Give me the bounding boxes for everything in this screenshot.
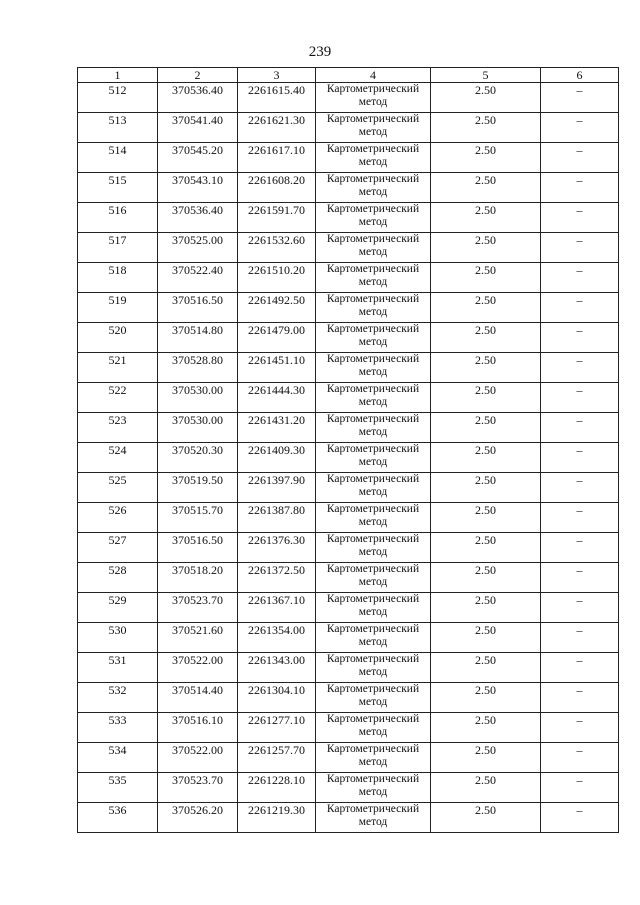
x-coordinate-cell: 370530.00 (158, 413, 238, 443)
note-cell: – (541, 83, 619, 113)
accuracy-cell: 2.50 (431, 443, 541, 473)
table-row (78, 353, 619, 383)
table-row (78, 533, 619, 563)
y-coordinate-cell: 2261367.10 (238, 593, 316, 623)
y-coordinate-cell: 2261409.30 (238, 443, 316, 473)
table-row (78, 413, 619, 443)
point-number-cell: 531 (78, 653, 158, 683)
x-coordinate-cell: 370541.40 (158, 113, 238, 143)
method-cell: Картометрический метод (316, 443, 431, 473)
header-col-6: 6 (541, 68, 619, 83)
method-cell: Картометрический метод (316, 563, 431, 593)
table-row (78, 743, 619, 773)
table-row (78, 263, 619, 293)
table-row (78, 173, 619, 203)
point-number-cell: 521 (78, 353, 158, 383)
point-number-cell: 527 (78, 533, 158, 563)
point-number-cell: 535 (78, 773, 158, 803)
x-coordinate-cell: 370516.10 (158, 713, 238, 743)
header-col-1: 1 (78, 68, 158, 83)
note-cell: – (541, 473, 619, 503)
accuracy-cell: 2.50 (431, 263, 541, 293)
method-cell: Картометрический метод (316, 323, 431, 353)
point-number-cell: 536 (78, 803, 158, 833)
note-cell: – (541, 743, 619, 773)
header-col-3: 3 (238, 68, 316, 83)
y-coordinate-cell: 2261444.30 (238, 383, 316, 413)
y-coordinate-cell: 2261621.30 (238, 113, 316, 143)
point-number-cell: 513 (78, 113, 158, 143)
x-coordinate-cell: 370521.60 (158, 623, 238, 653)
y-coordinate-cell: 2261387.80 (238, 503, 316, 533)
y-coordinate-cell: 2261492.50 (238, 293, 316, 323)
y-coordinate-cell: 2261608.20 (238, 173, 316, 203)
accuracy-cell: 2.50 (431, 233, 541, 263)
accuracy-cell: 2.50 (431, 653, 541, 683)
table-header-row (78, 68, 619, 83)
note-cell: – (541, 233, 619, 263)
table-row (78, 473, 619, 503)
table-row (78, 803, 619, 833)
note-cell: – (541, 263, 619, 293)
x-coordinate-cell: 370530.00 (158, 383, 238, 413)
method-cell: Картометрический метод (316, 83, 431, 113)
table-row (78, 593, 619, 623)
note-cell: – (541, 713, 619, 743)
note-cell: – (541, 413, 619, 443)
x-coordinate-cell: 370516.50 (158, 293, 238, 323)
method-cell: Картометрический метод (316, 113, 431, 143)
accuracy-cell: 2.50 (431, 173, 541, 203)
method-cell: Картометрический метод (316, 263, 431, 293)
point-number-cell: 524 (78, 443, 158, 473)
point-number-cell: 525 (78, 473, 158, 503)
table-row (78, 143, 619, 173)
accuracy-cell: 2.50 (431, 413, 541, 443)
point-number-cell: 514 (78, 143, 158, 173)
table-row (78, 203, 619, 233)
point-number-cell: 512 (78, 83, 158, 113)
coordinates-table (77, 67, 619, 833)
table-row (78, 503, 619, 533)
method-cell: Картометрический метод (316, 143, 431, 173)
y-coordinate-cell: 2261615.40 (238, 83, 316, 113)
accuracy-cell: 2.50 (431, 623, 541, 653)
page-number: 239 (308, 44, 332, 60)
note-cell: – (541, 143, 619, 173)
point-number-cell: 528 (78, 563, 158, 593)
y-coordinate-cell: 2261228.10 (238, 773, 316, 803)
point-number-cell: 530 (78, 623, 158, 653)
note-cell: – (541, 173, 619, 203)
note-cell: – (541, 593, 619, 623)
accuracy-cell: 2.50 (431, 713, 541, 743)
table-row (78, 683, 619, 713)
method-cell: Картометрический метод (316, 533, 431, 563)
y-coordinate-cell: 2261257.70 (238, 743, 316, 773)
header-col-4: 4 (316, 68, 431, 83)
method-cell: Картометрический метод (316, 743, 431, 773)
x-coordinate-cell: 370523.70 (158, 773, 238, 803)
x-coordinate-cell: 370526.20 (158, 803, 238, 833)
table-body (78, 83, 619, 833)
table-row (78, 323, 619, 353)
accuracy-cell: 2.50 (431, 143, 541, 173)
y-coordinate-cell: 2261372.50 (238, 563, 316, 593)
x-coordinate-cell: 370525.00 (158, 233, 238, 263)
note-cell: – (541, 773, 619, 803)
note-cell: – (541, 533, 619, 563)
x-coordinate-cell: 370522.40 (158, 263, 238, 293)
method-cell: Картометрический метод (316, 653, 431, 683)
y-coordinate-cell: 2261219.30 (238, 803, 316, 833)
y-coordinate-cell: 2261304.10 (238, 683, 316, 713)
accuracy-cell: 2.50 (431, 803, 541, 833)
point-number-cell: 532 (78, 683, 158, 713)
method-cell: Картометрический метод (316, 803, 431, 833)
table-row (78, 233, 619, 263)
table-row (78, 563, 619, 593)
accuracy-cell: 2.50 (431, 533, 541, 563)
method-cell: Картометрический метод (316, 683, 431, 713)
y-coordinate-cell: 2261479.00 (238, 323, 316, 353)
note-cell: – (541, 353, 619, 383)
note-cell: – (541, 443, 619, 473)
y-coordinate-cell: 2261343.00 (238, 653, 316, 683)
point-number-cell: 516 (78, 203, 158, 233)
accuracy-cell: 2.50 (431, 593, 541, 623)
note-cell: – (541, 803, 619, 833)
point-number-cell: 533 (78, 713, 158, 743)
accuracy-cell: 2.50 (431, 383, 541, 413)
method-cell: Картометрический метод (316, 233, 431, 263)
x-coordinate-cell: 370514.40 (158, 683, 238, 713)
table-row (78, 653, 619, 683)
x-coordinate-cell: 370514.80 (158, 323, 238, 353)
x-coordinate-cell: 370519.50 (158, 473, 238, 503)
method-cell: Картометрический метод (316, 503, 431, 533)
note-cell: – (541, 503, 619, 533)
accuracy-cell: 2.50 (431, 323, 541, 353)
accuracy-cell: 2.50 (431, 743, 541, 773)
x-coordinate-cell: 370528.80 (158, 353, 238, 383)
method-cell: Картометрический метод (316, 593, 431, 623)
x-coordinate-cell: 370536.40 (158, 203, 238, 233)
header-col-5: 5 (431, 68, 541, 83)
accuracy-cell: 2.50 (431, 353, 541, 383)
accuracy-cell: 2.50 (431, 293, 541, 323)
method-cell: Картометрический метод (316, 173, 431, 203)
note-cell: – (541, 653, 619, 683)
x-coordinate-cell: 370522.00 (158, 743, 238, 773)
note-cell: – (541, 623, 619, 653)
x-coordinate-cell: 370515.70 (158, 503, 238, 533)
table-row (78, 113, 619, 143)
note-cell: – (541, 323, 619, 353)
x-coordinate-cell: 370520.30 (158, 443, 238, 473)
accuracy-cell: 2.50 (431, 83, 541, 113)
y-coordinate-cell: 2261591.70 (238, 203, 316, 233)
method-cell: Картометрический метод (316, 203, 431, 233)
y-coordinate-cell: 2261354.00 (238, 623, 316, 653)
x-coordinate-cell: 370545.20 (158, 143, 238, 173)
y-coordinate-cell: 2261510.20 (238, 263, 316, 293)
accuracy-cell: 2.50 (431, 473, 541, 503)
y-coordinate-cell: 2261376.30 (238, 533, 316, 563)
point-number-cell: 529 (78, 593, 158, 623)
note-cell: – (541, 293, 619, 323)
point-number-cell: 526 (78, 503, 158, 533)
accuracy-cell: 2.50 (431, 503, 541, 533)
note-cell: – (541, 683, 619, 713)
x-coordinate-cell: 370516.50 (158, 533, 238, 563)
note-cell: – (541, 203, 619, 233)
accuracy-cell: 2.50 (431, 113, 541, 143)
point-number-cell: 515 (78, 173, 158, 203)
table-row (78, 623, 619, 653)
method-cell: Картометрический метод (316, 413, 431, 443)
note-cell: – (541, 563, 619, 593)
point-number-cell: 534 (78, 743, 158, 773)
y-coordinate-cell: 2261617.10 (238, 143, 316, 173)
note-cell: – (541, 383, 619, 413)
point-number-cell: 518 (78, 263, 158, 293)
y-coordinate-cell: 2261277.10 (238, 713, 316, 743)
y-coordinate-cell: 2261532.60 (238, 233, 316, 263)
header-col-2: 2 (158, 68, 238, 83)
point-number-cell: 523 (78, 413, 158, 443)
table-row (78, 293, 619, 323)
x-coordinate-cell: 370522.00 (158, 653, 238, 683)
table-row (78, 83, 619, 113)
accuracy-cell: 2.50 (431, 203, 541, 233)
point-number-cell: 517 (78, 233, 158, 263)
point-number-cell: 519 (78, 293, 158, 323)
accuracy-cell: 2.50 (431, 563, 541, 593)
y-coordinate-cell: 2261451.10 (238, 353, 316, 383)
accuracy-cell: 2.50 (431, 773, 541, 803)
accuracy-cell: 2.50 (431, 683, 541, 713)
table-row (78, 713, 619, 743)
method-cell: Картометрический метод (316, 473, 431, 503)
table-row (78, 443, 619, 473)
x-coordinate-cell: 370518.20 (158, 563, 238, 593)
method-cell: Картометрический метод (316, 293, 431, 323)
method-cell: Картометрический метод (316, 353, 431, 383)
y-coordinate-cell: 2261431.20 (238, 413, 316, 443)
table-row (78, 383, 619, 413)
method-cell: Картометрический метод (316, 773, 431, 803)
y-coordinate-cell: 2261397.90 (238, 473, 316, 503)
point-number-cell: 522 (78, 383, 158, 413)
x-coordinate-cell: 370536.40 (158, 83, 238, 113)
point-number-cell: 520 (78, 323, 158, 353)
x-coordinate-cell: 370543.10 (158, 173, 238, 203)
table-row (78, 773, 619, 803)
x-coordinate-cell: 370523.70 (158, 593, 238, 623)
method-cell: Картометрический метод (316, 713, 431, 743)
method-cell: Картометрический метод (316, 383, 431, 413)
note-cell: – (541, 113, 619, 143)
method-cell: Картометрический метод (316, 623, 431, 653)
